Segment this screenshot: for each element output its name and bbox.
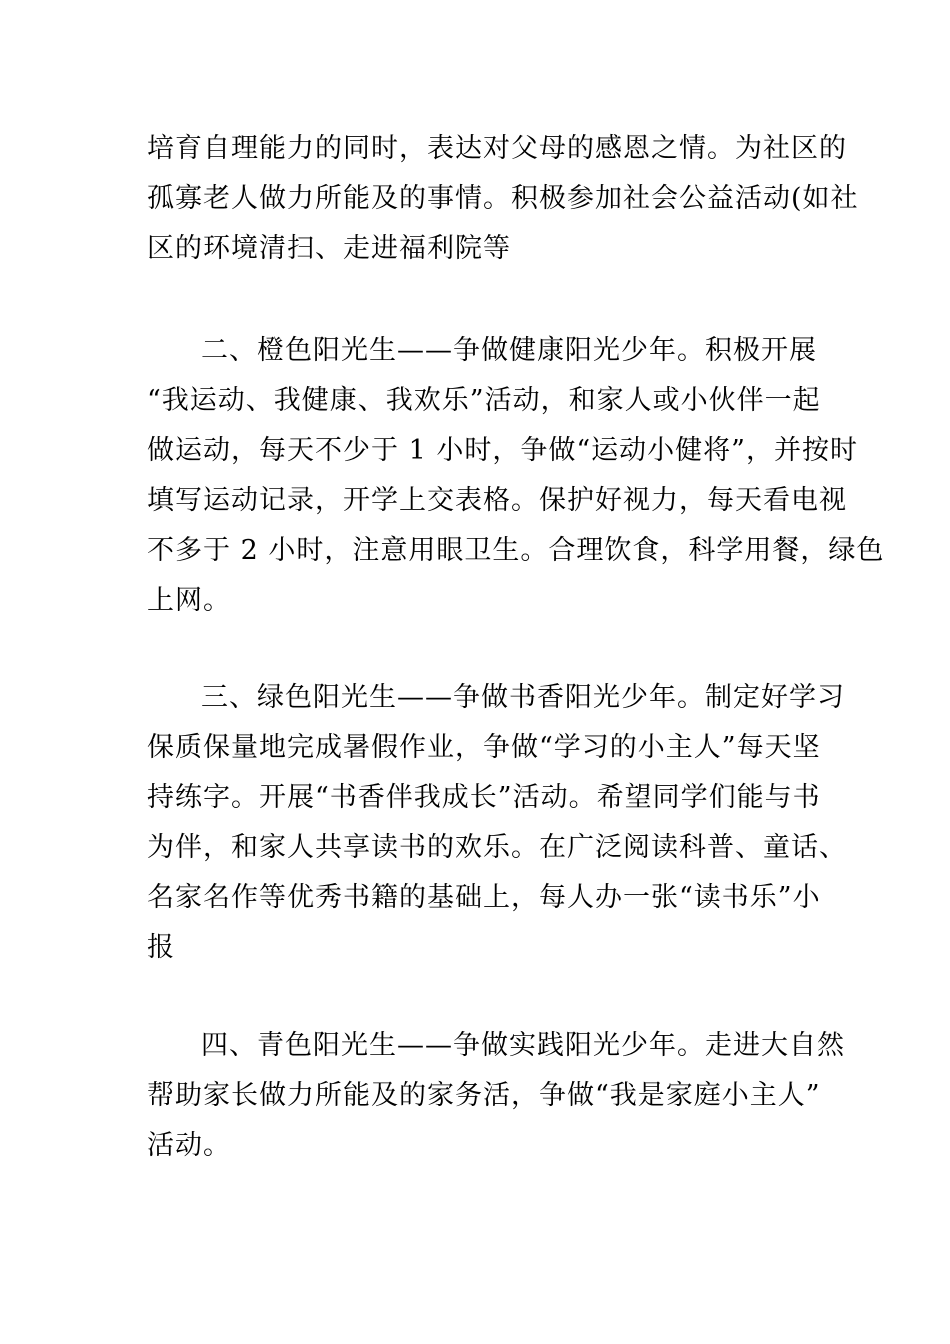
text-line: 填写运动记录，开学上交表格。保护好视力，每天看电视 bbox=[147, 485, 847, 516]
text-line: “我运动、我健康、我欢乐”活动，和家人或小伙伴一起 bbox=[147, 385, 821, 416]
text-line: 孤寡老人做力所能及的事情。积极参加社会公益活动(如社 bbox=[147, 183, 859, 214]
text-line: 做运动，每天不少于 1 小时，争做“运动小健将”，并按时 bbox=[147, 435, 858, 466]
paragraph-green-sunshine bbox=[147, 673, 847, 973]
text-line: 名家名作等优秀书籍的基础上，每人办一张“读书乐”小 bbox=[147, 882, 821, 913]
text-line: 活动。 bbox=[147, 1130, 231, 1161]
text-line: 二、橙色阳光生——争做健康阳光少年。积极开展 bbox=[201, 335, 817, 366]
text-line: 培育自理能力的同时，表达对父母的感恩之情。为社区的 bbox=[147, 133, 847, 164]
text-line: 不多于 2 小时，注意用眼卫生。合理饮食，科学用餐，绿色 bbox=[147, 535, 885, 566]
text-line: 报 bbox=[147, 932, 175, 963]
text-line: 为伴，和家人共享读书的欢乐。在广泛阅读科普、童话、 bbox=[147, 832, 847, 863]
text-line: 帮助家长做力所能及的家务活，争做“我是家庭小主人” bbox=[147, 1080, 821, 1111]
text-line: 四、青色阳光生——争做实践阳光少年。走进大自然 bbox=[201, 1030, 845, 1061]
paragraph-orange-sunshine bbox=[147, 326, 885, 626]
text-line: 上网。 bbox=[147, 585, 231, 616]
text-line: 三、绿色阳光生——争做书香阳光少年。制定好学习 bbox=[201, 682, 845, 713]
paragraph-continuation bbox=[147, 124, 859, 274]
text-line: 区的环境清扫、走进福利院等 bbox=[147, 233, 511, 264]
paragraph-cyan-sunshine bbox=[147, 1021, 845, 1171]
text-line: 持练字。开展“书香伴我成长”活动。希望同学们能与书 bbox=[147, 782, 821, 813]
text-line: 保质保量地完成暑假作业，争做“学习的小主人”每天坚 bbox=[147, 732, 821, 763]
